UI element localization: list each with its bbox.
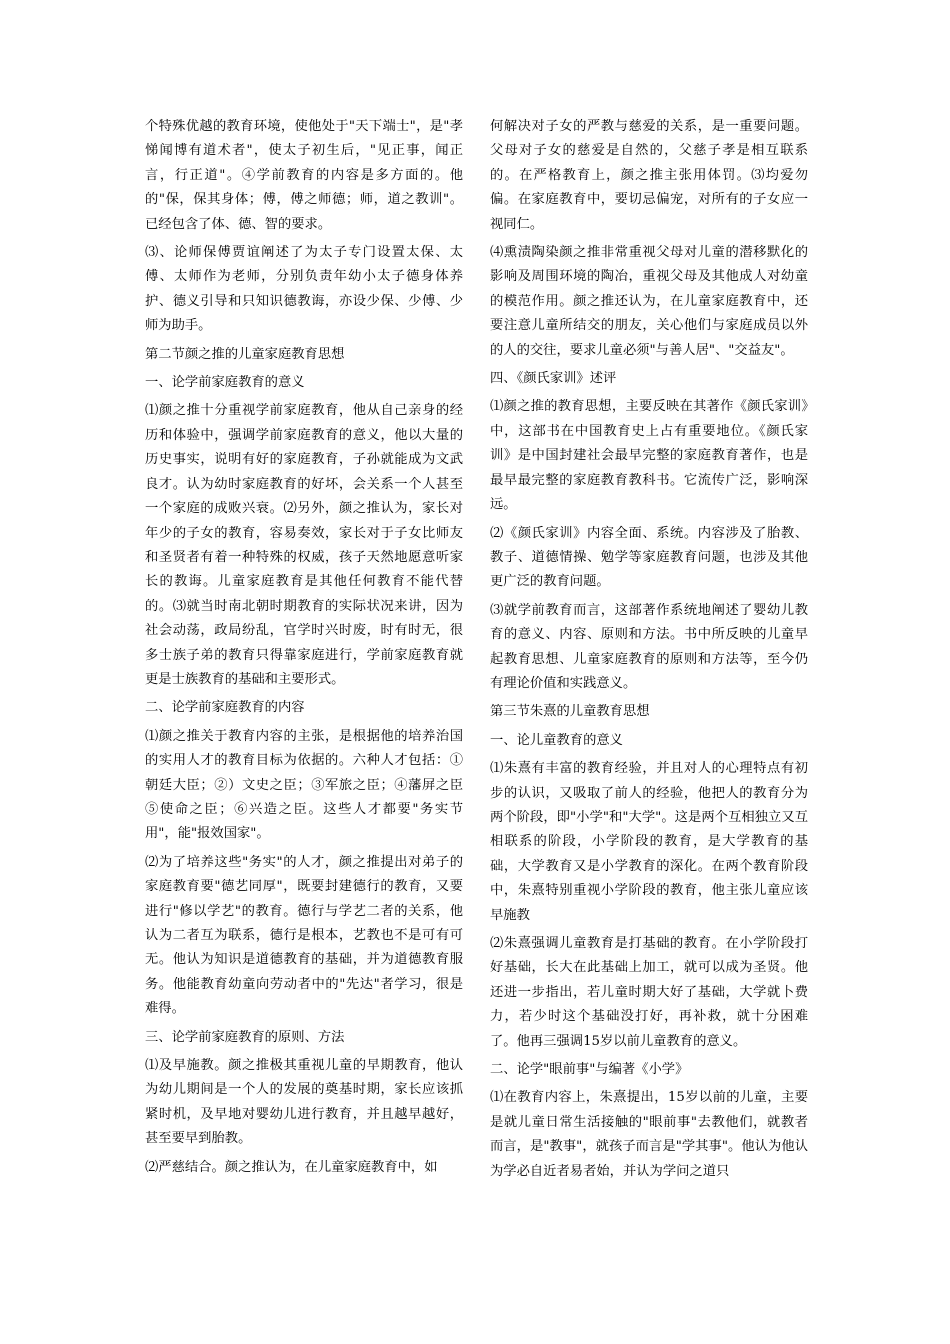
subsection-heading: 二、论学前家庭教育的内容	[145, 700, 305, 716]
paragraph: ⑷熏渍陶染颜之推非常重视父母对儿童的潜移默化的影响及周围环境的陶冶，重视父母及其他成人对幼童的模范作用。颜之推还认为，在儿童家庭教育中，还要注意儿童所结交的朋友，关心他们与家庭成员以外的人的交往，要求儿童必须"与善人居"、"交益友"。	[490, 245, 808, 358]
section-heading: 第三节朱熹的儿童教育思想	[490, 704, 650, 720]
paragraph: 个特殊优越的教育环境，使他处于"天下端士"，是"孝悌闻博有道术者"，使太子初生后，"见正事，闻正言，行正道"。④学前教育的内容是多方面的。他的"保，保其身体；傅，傅之师德；师，道之教训"。已经包含了体、德、智的要求。	[145, 119, 463, 232]
paragraph: ⑶就学前教育而言，这部著作系统地阐述了婴幼儿教育的意义、内容、原则和方法。书中所反映的儿童早起教育思想、儿童家庭教育的原则和方法等，至今仍有理论价值和实践意义。	[490, 602, 808, 691]
paragraph: ⑴颜之推十分重视学前家庭教育，他从自己亲身的经历和体验中，强调学前家庭教育的意义，他以大量的历史事实，说明有好的家庭教育，子孙就能成为文武良才。认为幼时家庭教育的好坏，会关系一个人甚至一个家庭的成败兴衰。⑵另外，颜之推认为，家长对年少的子女的教育，容易奏效，家长对于子女比师友和圣贤者有着一种特殊的权威，孩子天然地愿意听家长的教诲。儿童家庭教育是其他任何教育不能代替的。⑶就当时南北朝时期教育的实际状况来讲，因为社会动荡，政局纷乱，官学时兴时废，时有时无，很多士族子弟的教育只得靠家庭进行，学前家庭教育就更是士族教育的基础和主要形式。	[145, 403, 463, 687]
paragraph: ⑶、论师保傅贾谊阐述了为太子专门设置太保、太傅、太师作为老师，分别负责年幼小太子德身体养护、德义引导和只知识德教诲，亦设少保、少傅、少师为助手。	[145, 245, 463, 334]
paragraph: ⑴及早施教。颜之推极其重视儿童的早期教育，他认为幼儿期间是一个人的发展的奠基时期，家长应该抓紧时机，及早地对婴幼儿进行教育，并且越早越好，甚至要早到胎教。	[145, 1058, 463, 1147]
paragraph: ⑴在教育内容上，朱熹提出，15岁以前的儿童，主要是就儿童日常生活接触的"眼前事"去教他们，就教者而言，是"教事"，就孩子而言是"学其事"。他认为他认为学必自近者易者始，并认为学问之道只	[490, 1090, 808, 1179]
subsection-heading: 一、论学前家庭教育的意义	[145, 375, 305, 391]
paragraph: ⑴颜之推的教育思想，主要反映在其著作《颜氏家训》中，这部书在中国教育史上占有重要地位。《颜氏家训》是中国封建社会最早完整的家庭教育著作，也是最早最完整的家庭教育教科书。它流传广泛，影响深远。	[490, 399, 808, 513]
paragraph: ⑴朱熹有丰富的教育经验，并且对人的心理特点有初步的认识，又吸取了前人的经验，他把人的教育分为两个阶段，即"小学"和"大学"。这是两个互相独立又互相联系的阶段，小学阶段的教育，是大学教育的基础，大学教育又是小学教育的深化。在两个教育阶段中，朱熹特别重视小学阶段的教育，他主张儿童应该早施教	[490, 761, 808, 923]
paragraph: ⑵严慈结合。颜之推认为，在儿童家庭教育中，如	[145, 1159, 438, 1175]
paragraph: 何解决对子女的严教与慈爱的关系，是一重要问题。父母对子女的慈爱是自然的，父慈子孝是相互联系的。在严格教育上，颜之推主张用体罚。⑶均爱勿偏。在家庭教育中，要切忌偏宠，对所有的子女应一视同仁。	[490, 119, 808, 232]
right-column	[490, 115, 808, 1188]
paragraph: ⑵朱熹强调儿童教育是打基础的教育。在小学阶段打好基础，长大在此基础上加工，就可以成为圣贤。他还进一步指出，若儿童时期大好了基础，大学就卜费力，若少时这个基础没打好，再补救，就十分困难了。他再三强调15岁以前儿童教育的意义。	[490, 936, 808, 1049]
subsection-heading: 一、论儿童教育的意义	[490, 732, 623, 748]
left-column	[145, 115, 463, 1184]
section-heading: 第二节颜之推的儿童家庭教育思想	[145, 346, 345, 362]
paragraph: ⑵为了培养这些"务实"的人才，颜之推提出对弟子的家庭教育要"德艺同厚"，既要封建德行的教育，又要进行"修以学艺"的教育。德行与学艺二者的关系，他认为二者互为联系，德行是根本，艺教也不是可有可无。他认为知识是道德教育的基础，并为道德教育服务。他能教育幼童向劳动者中的"先达"者学习，很是难得。	[145, 854, 463, 1017]
subsection-heading: 二、论学"眼前事"与编著《小学》	[490, 1062, 689, 1078]
paragraph: ⑵《颜氏家训》内容全面、系统。内容涉及了胎教、教子、道德情操、勉学等家庭教育问题，也涉及其他更广泛的教育问题。	[490, 525, 808, 590]
subsection-heading: 四、《颜氏家训》述评	[490, 371, 617, 387]
subsection-heading: 三、论学前家庭教育的原则、方法	[145, 1029, 345, 1045]
paragraph: ⑴颜之推关于教育内容的主张，是根据他的培养治国的实用人才的教育目标为依据的。六种人才包括：①朝廷大臣；②）文史之臣；③军旅之臣；④藩屏之臣⑤使命之臣；⑥兴造之臣。这些人才都要"务实节用"，能"报效国家"。	[145, 728, 463, 842]
